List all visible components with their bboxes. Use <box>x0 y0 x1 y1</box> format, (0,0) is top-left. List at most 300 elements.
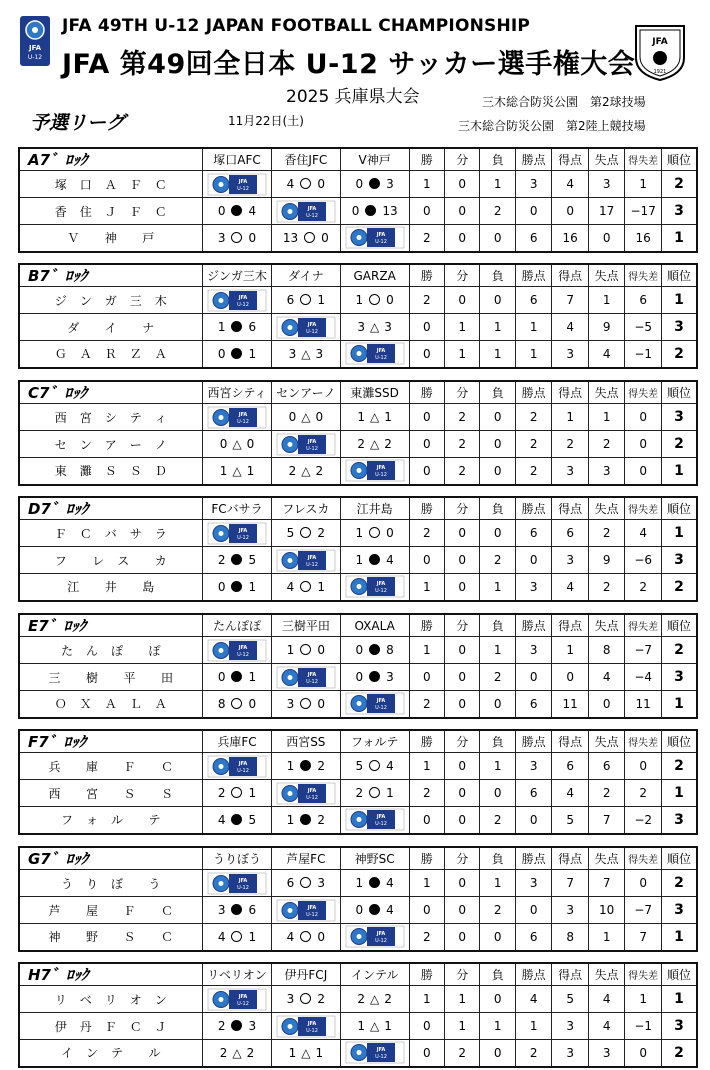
self-match-logo-cell <box>203 870 272 897</box>
table-row <box>19 198 697 225</box>
table-row <box>19 924 697 951</box>
win-circle-icon <box>231 931 242 942</box>
team-name: リ ベ リ オ ン <box>19 986 203 1013</box>
goals-conceded: 17 <box>588 198 625 225</box>
rank: 3 <box>661 198 697 225</box>
match-score <box>340 314 409 341</box>
goals-for: 0 <box>355 903 364 917</box>
win-circle-icon <box>369 294 380 305</box>
points: 6 <box>515 924 552 951</box>
opponent-header: V神戸 <box>340 148 409 171</box>
rank: 1 <box>661 458 697 485</box>
team-name: 伊 丹 Ｆ Ｃ Ｊ <box>19 1013 203 1040</box>
table-row <box>19 637 697 664</box>
svg-text:JFA: JFA <box>238 760 248 767</box>
svg-text:U-12: U-12 <box>374 355 387 362</box>
goals-conceded: 3 <box>588 171 625 198</box>
loss-dot-icon <box>369 178 380 189</box>
match-score <box>340 171 409 198</box>
group-block <box>18 147 698 253</box>
goal-difference: 0 <box>625 753 662 780</box>
goals-for: 2 <box>219 1045 228 1060</box>
goal-difference: 2 <box>625 780 662 807</box>
wins: 2 <box>409 780 444 807</box>
jfa-u12-logo <box>207 639 267 662</box>
svg-text:U-12: U-12 <box>237 418 249 425</box>
loss-dot-icon <box>369 877 380 888</box>
jfa-u12-logo <box>207 872 267 895</box>
goals-against: 2 <box>317 812 325 827</box>
goals-for: 0 <box>351 204 360 218</box>
match-score <box>271 287 340 314</box>
match-score <box>271 171 340 198</box>
wins: 2 <box>409 691 444 718</box>
svg-text:JFA: JFA <box>238 178 248 185</box>
column-header: 勝点 <box>515 497 552 520</box>
draws: 0 <box>445 225 480 252</box>
goals-against: 3 <box>384 320 392 334</box>
draw-triangle-icon: △ <box>301 1045 311 1060</box>
goals-scored: 5 <box>552 986 589 1013</box>
goals-for: 1 <box>357 410 366 424</box>
self-match-logo-cell <box>340 341 409 368</box>
column-header: 勝 <box>409 381 444 404</box>
wins: 2 <box>409 225 444 252</box>
goals-scored: 5 <box>552 807 589 834</box>
goal-difference: 0 <box>625 404 662 431</box>
opponent-header: うりぼう <box>203 847 272 870</box>
opponent-header: ダイナ <box>271 264 340 287</box>
column-header: 得失差 <box>625 381 662 404</box>
column-header: 分 <box>445 264 480 287</box>
opponent-header: フレスカ <box>271 497 340 520</box>
column-header: 勝 <box>409 497 444 520</box>
draws: 0 <box>445 753 480 780</box>
opponent-header: 神野SC <box>340 847 409 870</box>
goal-difference: −1 <box>625 1013 662 1040</box>
goals-against: 0 <box>248 230 257 245</box>
goal-difference: −7 <box>625 897 662 924</box>
loss-dot-icon <box>300 760 311 771</box>
self-match-logo-cell <box>340 225 409 252</box>
goals-scored: 2 <box>552 431 589 458</box>
match-score <box>271 753 340 780</box>
match-score <box>203 547 272 574</box>
draw-triangle-icon: △ <box>370 437 380 451</box>
rank: 1 <box>661 780 697 807</box>
losses: 0 <box>480 924 515 951</box>
self-match-logo-cell <box>203 520 272 547</box>
points: 2 <box>515 404 552 431</box>
goals-conceded: 4 <box>588 1013 625 1040</box>
goals-against: 0 <box>317 929 325 944</box>
goals-for: 1 <box>286 812 295 827</box>
standings-table <box>18 729 698 835</box>
match-score <box>203 574 272 601</box>
jfa-u12-logo <box>276 433 336 456</box>
svg-text:JFA: JFA <box>376 698 385 705</box>
column-header: 負 <box>480 264 515 287</box>
rank: 2 <box>661 574 697 601</box>
draw-triangle-icon: △ <box>370 1019 380 1033</box>
standings-table <box>18 613 698 719</box>
match-score <box>203 897 272 924</box>
goals-for: 3 <box>286 696 295 711</box>
losses: 0 <box>480 780 515 807</box>
opponent-header: インテル <box>340 963 409 986</box>
loss-dot-icon <box>231 581 242 592</box>
self-match-logo-cell <box>271 780 340 807</box>
standings-table <box>18 147 698 253</box>
svg-text:U-12: U-12 <box>305 212 318 219</box>
group-block <box>18 380 698 486</box>
goal-difference: −2 <box>625 807 662 834</box>
points: 1 <box>515 1013 552 1040</box>
goals-against: 1 <box>386 786 394 800</box>
self-match-logo-cell <box>203 986 272 1013</box>
draws: 0 <box>445 637 480 664</box>
losses: 1 <box>480 1013 515 1040</box>
match-score <box>271 404 340 431</box>
match-score <box>340 404 409 431</box>
rank: 1 <box>661 520 697 547</box>
losses: 1 <box>480 341 515 368</box>
goals-against: 2 <box>317 526 325 540</box>
column-header: 勝 <box>409 963 444 986</box>
losses: 0 <box>480 986 515 1013</box>
goals-for: 2 <box>288 463 297 478</box>
svg-text:U-12: U-12 <box>374 472 387 479</box>
league-label: 予選リーグ <box>30 112 126 134</box>
goals-for: 4 <box>217 929 226 944</box>
svg-text:JFA: JFA <box>238 644 248 651</box>
header-row <box>19 497 697 520</box>
goals-against: 0 <box>248 696 257 711</box>
losses: 2 <box>480 807 515 834</box>
loss-dot-icon <box>365 205 376 216</box>
opponent-header: GARZA <box>340 264 409 287</box>
loss-dot-icon <box>231 554 242 565</box>
goals-for: 1 <box>219 463 228 478</box>
goals-against: 2 <box>317 992 325 1006</box>
svg-text:JFA: JFA <box>238 294 248 301</box>
loss-dot-icon <box>369 644 380 655</box>
column-header: 勝 <box>409 847 444 870</box>
points: 1 <box>515 314 552 341</box>
win-circle-icon <box>300 527 311 538</box>
goals-against: 2 <box>246 1045 255 1060</box>
wins: 2 <box>409 924 444 951</box>
group-block <box>18 496 698 602</box>
goals-against: 3 <box>386 177 394 191</box>
match-score <box>271 691 340 718</box>
goal-difference: 7 <box>625 924 662 951</box>
losses: 2 <box>480 198 515 225</box>
rank: 2 <box>661 753 697 780</box>
match-score <box>271 870 340 897</box>
wins: 0 <box>409 314 444 341</box>
goals-against: 0 <box>315 410 324 424</box>
goals-against: 0 <box>317 696 325 711</box>
goals-against: 5 <box>248 553 257 567</box>
win-circle-icon <box>300 877 311 888</box>
goals-for: 1 <box>357 1019 366 1033</box>
goals-for: 3 <box>288 346 297 361</box>
column-header: 勝点 <box>515 730 552 753</box>
header-row <box>19 847 697 870</box>
points: 0 <box>515 807 552 834</box>
group-name: F7゛ﾛｯｸ <box>19 730 203 753</box>
group-name: C7゛ﾛｯｸ <box>19 381 203 404</box>
draw-triangle-icon: △ <box>232 1045 242 1060</box>
jfa-u12-logo <box>207 289 267 312</box>
goals-scored: 3 <box>552 547 589 574</box>
losses: 0 <box>480 431 515 458</box>
goals-conceded: 3 <box>588 458 625 485</box>
losses: 1 <box>480 753 515 780</box>
opponent-header: 江井島 <box>340 497 409 520</box>
rank: 1 <box>661 924 697 951</box>
wins: 1 <box>409 637 444 664</box>
team-name: 西 宮 Ｓ Ｓ <box>19 780 203 807</box>
goals-scored: 0 <box>552 198 589 225</box>
jfa-u12-logo <box>276 782 336 805</box>
goals-against: 4 <box>248 204 257 218</box>
points: 2 <box>515 1040 552 1067</box>
goals-for: 0 <box>355 177 364 191</box>
win-circle-icon <box>369 787 380 798</box>
match-score <box>271 924 340 951</box>
svg-text:U-12: U-12 <box>305 794 318 801</box>
match-score <box>340 897 409 924</box>
goals-for: 1 <box>355 293 364 307</box>
subtitle: 2025 兵庫県大会 <box>286 87 420 107</box>
goals-against: 3 <box>317 876 325 890</box>
losses: 0 <box>480 287 515 314</box>
opponent-header: たんぽぽ <box>203 614 272 637</box>
match-score <box>203 458 272 485</box>
goal-difference: −4 <box>625 664 662 691</box>
goal-difference: 4 <box>625 520 662 547</box>
match-score <box>203 924 272 951</box>
svg-text:JFA: JFA <box>307 787 317 794</box>
column-header: 順位 <box>661 148 697 171</box>
team-name: ダ イ ナ <box>19 314 203 341</box>
team-name: 江 井 島 <box>19 574 203 601</box>
svg-text:JFA: JFA <box>376 581 385 588</box>
draw-triangle-icon: △ <box>301 410 311 424</box>
win-circle-icon <box>300 178 311 189</box>
points: 0 <box>515 547 552 574</box>
column-header: 得点 <box>552 730 589 753</box>
column-header: 得失差 <box>625 497 662 520</box>
win-circle-icon <box>300 931 311 942</box>
losses: 1 <box>480 870 515 897</box>
goals-conceded: 0 <box>588 225 625 252</box>
column-header: 勝点 <box>515 847 552 870</box>
goals-against: 2 <box>317 759 325 773</box>
svg-text:U-12: U-12 <box>374 588 387 595</box>
venue-1: 三木総合防災公園 第2球技場 <box>482 95 646 109</box>
points: 6 <box>515 287 552 314</box>
self-match-logo-cell <box>203 287 272 314</box>
goal-difference: 0 <box>625 431 662 458</box>
rank: 3 <box>661 547 697 574</box>
table-row <box>19 1013 697 1040</box>
match-date: 11月22日(土) <box>228 114 304 128</box>
match-score <box>340 1013 409 1040</box>
opponent-header: 芦屋FC <box>271 847 340 870</box>
goal-difference: 2 <box>625 574 662 601</box>
svg-text:JFA: JFA <box>376 1047 385 1054</box>
jfa-u12-logo-left <box>20 16 50 66</box>
svg-text:U-12: U-12 <box>237 301 249 308</box>
loss-dot-icon <box>231 348 242 359</box>
points: 6 <box>515 225 552 252</box>
loss-dot-icon <box>369 671 380 682</box>
jfa-u12-logo <box>345 1041 405 1064</box>
svg-text:JFA: JFA <box>307 671 317 678</box>
match-score <box>271 574 340 601</box>
header-row <box>19 614 697 637</box>
table-row <box>19 341 697 368</box>
svg-text:U-12: U-12 <box>237 767 249 774</box>
group-block <box>18 846 698 952</box>
rank: 2 <box>661 341 697 368</box>
table-row <box>19 287 697 314</box>
opponent-header: フォルテ <box>340 730 409 753</box>
points: 3 <box>515 637 552 664</box>
draws: 0 <box>445 198 480 225</box>
goals-for: 0 <box>219 437 228 451</box>
title-japanese: JFA 第49回全日本 U-12 サッカー選手権大会 <box>62 49 636 80</box>
match-score <box>340 780 409 807</box>
svg-text:JFA: JFA <box>376 348 385 355</box>
column-header: 順位 <box>661 730 697 753</box>
goals-for: 5 <box>355 759 364 773</box>
opponent-header: 三樹平田 <box>271 614 340 637</box>
goals-against: 0 <box>246 437 255 451</box>
win-circle-icon <box>300 294 311 305</box>
goals-conceded: 4 <box>588 664 625 691</box>
goals-for: 2 <box>355 786 364 800</box>
rank: 2 <box>661 431 697 458</box>
rank: 2 <box>661 1040 697 1067</box>
goals-conceded: 1 <box>588 924 625 951</box>
column-header: 得失差 <box>625 264 662 287</box>
column-header: 順位 <box>661 381 697 404</box>
opponent-header: 塚口AFC <box>203 148 272 171</box>
jfa-u12-logo <box>345 459 405 482</box>
svg-text:U-12: U-12 <box>237 1000 249 1007</box>
losses: 1 <box>480 574 515 601</box>
svg-text:U-12: U-12 <box>305 1027 318 1034</box>
win-circle-icon <box>300 993 311 1004</box>
goals-scored: 4 <box>552 574 589 601</box>
match-score <box>340 547 409 574</box>
goals-against: 2 <box>384 437 392 451</box>
goal-difference: 0 <box>625 1040 662 1067</box>
draw-triangle-icon: △ <box>301 463 311 478</box>
goals-for: 4 <box>286 579 295 594</box>
team-name: 香 住 Ｊ Ｆ Ｃ <box>19 198 203 225</box>
match-score <box>340 637 409 664</box>
goals-against: 0 <box>386 293 394 307</box>
draws: 1 <box>445 986 480 1013</box>
self-match-logo-cell <box>271 1013 340 1040</box>
goal-difference: 11 <box>625 691 662 718</box>
goals-scored: 7 <box>552 870 589 897</box>
column-header: 得点 <box>552 963 589 986</box>
goals-against: 4 <box>386 759 394 773</box>
points: 6 <box>515 691 552 718</box>
header-row <box>19 148 697 171</box>
loss-dot-icon <box>231 205 242 216</box>
team-name: 神 野 Ｓ Ｃ <box>19 924 203 951</box>
goals-for: 0 <box>217 670 226 684</box>
table-row <box>19 897 697 924</box>
match-score <box>271 986 340 1013</box>
goals-conceded: 7 <box>588 807 625 834</box>
rank: 2 <box>661 171 697 198</box>
column-header: 失点 <box>588 497 625 520</box>
goals-conceded: 7 <box>588 870 625 897</box>
goals-scored: 8 <box>552 924 589 951</box>
rank: 1 <box>661 225 697 252</box>
svg-text:JFA: JFA <box>376 814 385 821</box>
goals-for: 2 <box>217 1019 226 1033</box>
draw-triangle-icon: △ <box>370 320 380 334</box>
losses: 2 <box>480 664 515 691</box>
match-score <box>340 520 409 547</box>
goals-for: 4 <box>286 929 295 944</box>
self-match-logo-cell <box>271 897 340 924</box>
points: 3 <box>515 574 552 601</box>
svg-text:U-12: U-12 <box>305 911 318 918</box>
standings-table <box>18 962 698 1068</box>
draws: 0 <box>445 547 480 574</box>
losses: 0 <box>480 458 515 485</box>
goals-against: 0 <box>317 177 325 191</box>
jfa-u12-logo <box>276 666 336 689</box>
goals-scored: 4 <box>552 314 589 341</box>
goals-for: 3 <box>217 903 226 917</box>
match-score <box>271 1040 340 1067</box>
self-match-logo-cell <box>340 1040 409 1067</box>
wins: 0 <box>409 341 444 368</box>
losses: 0 <box>480 1040 515 1067</box>
opponent-header: 東灘SSD <box>340 381 409 404</box>
wins: 0 <box>409 1013 444 1040</box>
jfa-u12-logo <box>276 549 336 572</box>
points: 3 <box>515 870 552 897</box>
goals-for: 1 <box>355 526 364 540</box>
goals-against: 4 <box>386 553 394 567</box>
table-row <box>19 870 697 897</box>
goals-conceded: 2 <box>588 574 625 601</box>
rank: 2 <box>661 870 697 897</box>
column-header: 勝 <box>409 730 444 753</box>
column-header: 得失差 <box>625 614 662 637</box>
goals-scored: 4 <box>552 780 589 807</box>
goals-for: 0 <box>217 204 226 218</box>
goals-for: 1 <box>355 553 364 567</box>
jfa-u12-logo <box>276 1015 336 1038</box>
losses: 0 <box>480 404 515 431</box>
jfa-emblem-logo <box>632 22 688 82</box>
jfa-u12-logo <box>345 692 405 715</box>
team-name: 兵 庫 Ｆ Ｃ <box>19 753 203 780</box>
